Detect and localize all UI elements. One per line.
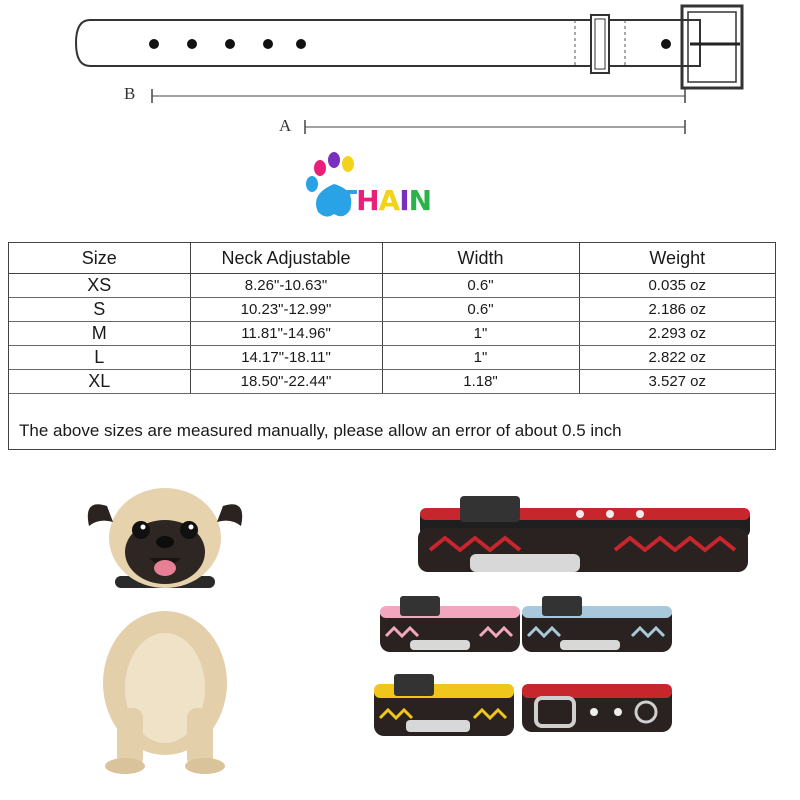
cell-size: XS <box>9 274 190 298</box>
collar-measurement-diagram <box>0 0 800 145</box>
cell-neck: 11.81"-14.96" <box>190 322 382 346</box>
cell-size: XL <box>9 370 190 394</box>
strap-hole <box>187 39 197 49</box>
cell-width: 0.6" <box>382 274 579 298</box>
strap-hole <box>263 39 273 49</box>
brand-letter: T <box>338 184 357 217</box>
cell-neck: 8.26"-10.63" <box>190 274 382 298</box>
blue-collar <box>522 596 672 652</box>
dimension-label-b: B <box>124 84 136 103</box>
pug-dog-image <box>55 478 275 778</box>
cell-width: 1" <box>382 322 579 346</box>
header-weight: Weight <box>579 243 775 274</box>
table-row <box>9 322 775 346</box>
brand-letter: H <box>356 184 379 217</box>
brand-letter: A <box>378 184 400 217</box>
strap-hole <box>225 39 235 49</box>
collar-color-variants-image <box>370 488 800 758</box>
red-collar-large <box>418 496 750 572</box>
pink-collar <box>380 596 520 652</box>
table-header-row <box>9 243 775 274</box>
brand-logo <box>300 150 450 225</box>
red-collar-small <box>522 684 672 732</box>
size-chart-table <box>9 243 775 394</box>
cell-width: 0.6" <box>382 298 579 322</box>
cell-weight: 0.035 oz <box>579 274 775 298</box>
cell-weight: 2.186 oz <box>579 298 775 322</box>
strap-hole <box>296 39 306 49</box>
keeper-loop <box>591 15 609 73</box>
cell-width: 1" <box>382 346 579 370</box>
strap-hole <box>661 39 671 49</box>
cell-neck: 10.23"-12.99" <box>190 298 382 322</box>
size-chart-note: The above sizes are measured manually, please allow an error of about 0.5 inch <box>19 421 622 440</box>
header-size: Size <box>9 243 190 274</box>
dimension-label-a: A <box>279 116 292 135</box>
header-neck-adjustable: Neck Adjustable <box>190 243 382 274</box>
size-chart <box>8 242 776 450</box>
table-row <box>9 346 775 370</box>
cell-weight: 2.293 oz <box>579 322 775 346</box>
table-row <box>9 370 775 394</box>
cell-weight: 2.822 oz <box>579 346 775 370</box>
cell-width: 1.18" <box>382 370 579 394</box>
brand-letter: N <box>408 184 432 217</box>
strap-hole <box>149 39 159 49</box>
brand-letter: I <box>399 184 409 217</box>
brand-name-text <box>338 184 431 217</box>
header-width: Width <box>382 243 579 274</box>
table-row <box>9 298 775 322</box>
yellow-collar <box>374 674 514 736</box>
cell-weight: 3.527 oz <box>579 370 775 394</box>
cell-size: L <box>9 346 190 370</box>
cell-size: S <box>9 298 190 322</box>
cell-neck: 18.50"-22.44" <box>190 370 382 394</box>
cell-neck: 14.17"-18.11" <box>190 346 382 370</box>
table-row <box>9 274 775 298</box>
brand-name <box>338 184 431 217</box>
cell-size: M <box>9 322 190 346</box>
